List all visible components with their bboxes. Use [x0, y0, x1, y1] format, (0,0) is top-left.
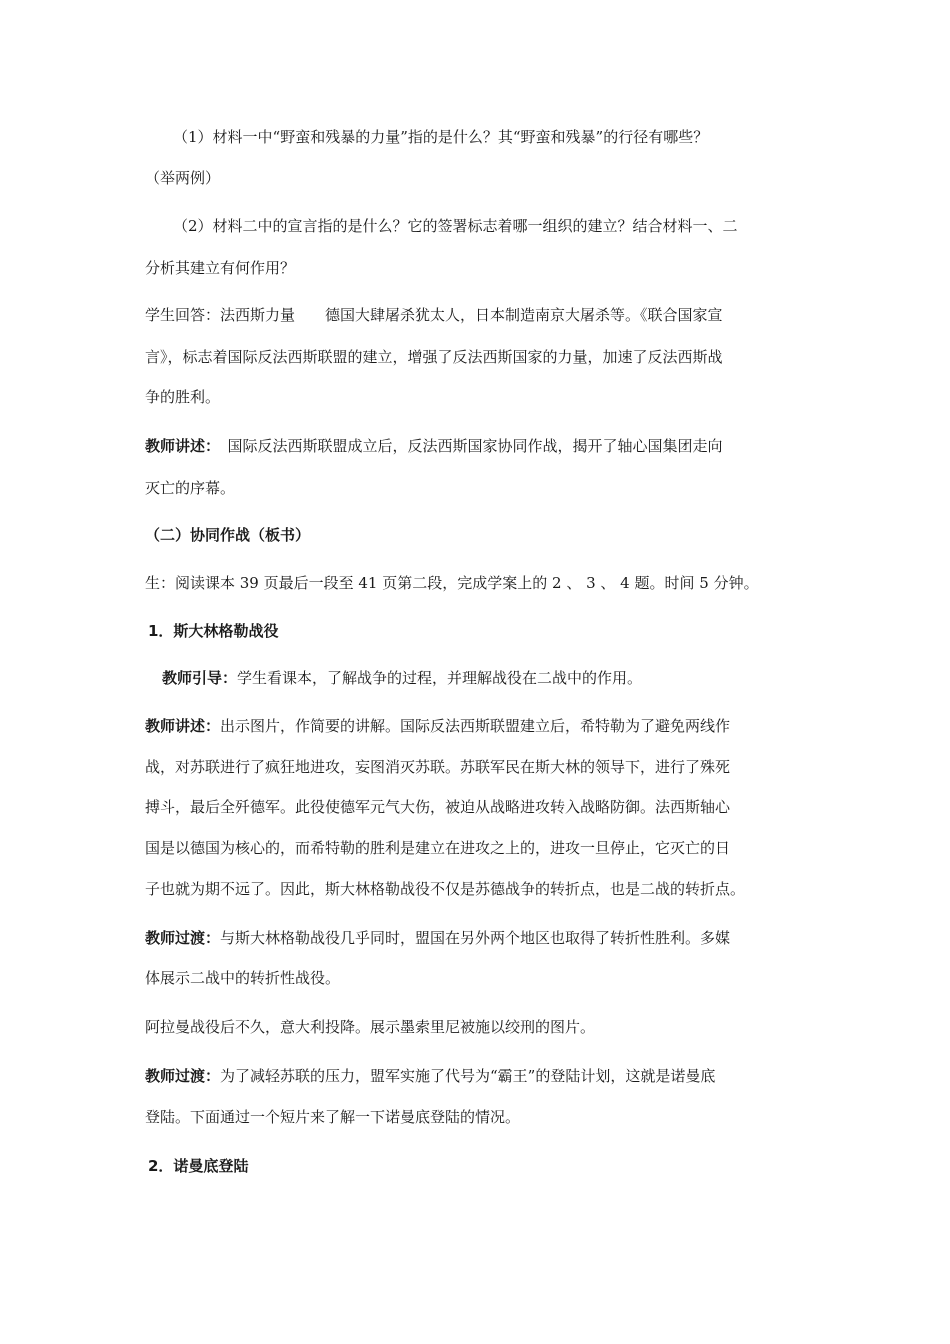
- teacher-guide-text: 学生看课本，了解战争的过程，并理解战役在二战中的作用。: [237, 669, 643, 687]
- teacher-transition-2-line-1: [145, 1066, 715, 1086]
- section-title-cooperation: （二）协同作战（板书）: [145, 526, 311, 544]
- student-answer-line-2: 言》，标志着国际反法西斯联盟的建立，增强了反法西斯国家的力量，加速了反法西斯战: [145, 348, 723, 366]
- teacher-transition-2-line-2: 登陆。下面通过一个短片来了解一下诺曼底登陆的情况。: [145, 1108, 521, 1126]
- student-task: 生：阅读课本 39 页最后一段至 41 页第二段，完成学案上的 2 、 3 、 4 题。时间 5 分钟。: [145, 574, 759, 592]
- subsection-title-stalingrad: 1．斯大林格勒战役: [148, 622, 279, 640]
- teacher-narration-label: 教师讲述：: [145, 717, 221, 735]
- teacher-narration-1-line-2: 灭亡的序幕。: [145, 479, 236, 497]
- teacher-narration-2-line-4: 国是以德国为核心的，而希特勒的胜利是建立在进攻之上的，进攻一旦停止，它灭亡的日: [145, 839, 731, 857]
- teacher-guide: [162, 668, 642, 688]
- question-2-line-1: （2）材料二中的宣言指的是什么？它的签署标志着哪一组织的建立？结合材料一、二: [173, 217, 738, 235]
- teacher-narration-2-line-1: [145, 716, 730, 736]
- teacher-narration-text: 出示图片，作简要的讲解。国际反法西斯联盟建立后，希特勒为了避免两线作: [220, 717, 731, 735]
- teacher-transition-1-line-1: [145, 928, 730, 948]
- teacher-guide-label: 教师引导：: [162, 669, 238, 687]
- teacher-transition-label: 教师过渡：: [145, 1067, 221, 1085]
- student-answer-line-3: 争的胜利。: [145, 388, 221, 406]
- teacher-narration-2-line-3: 搏斗，最后全歼德军。此役使德军元气大伤，被迫从战略进攻转入战略防御。法西斯轴心: [145, 798, 731, 816]
- alamein-paragraph: 阿拉曼战役后不久，意大利投降。展示墨索里尼被施以绞刑的图片。: [145, 1018, 596, 1036]
- teacher-transition-1-line-2: 体展示二战中的转折性战役。: [145, 969, 341, 987]
- teacher-transition-text: 与斯大林格勒战役几乎同时，盟国在另外两个地区也取得了转折性胜利。多媒: [220, 929, 731, 947]
- teacher-narration-2-line-5: 子也就为期不远了。因此，斯大林格勒战役不仅是苏德战争的转折点，也是二战的转折点。: [145, 880, 746, 898]
- teacher-narration-2-line-2: 战，对苏联进行了疯狂地进攻，妄图消灭苏联。苏联军民在斯大林的领导下，进行了殊死: [145, 758, 731, 776]
- question-1-line-2: （举两例）: [145, 169, 221, 187]
- subsection-title-normandy: 2．诺曼底登陆: [148, 1157, 249, 1175]
- teacher-transition-text: 为了减轻苏联的压力，盟军实施了代号为“霸王”的登陆计划，这就是诺曼底: [220, 1067, 716, 1085]
- teacher-narration-label: 教师讲述：: [145, 437, 213, 455]
- student-answer-line-1: 学生回答：法西斯力量 德国大肆屠杀犹太人，日本制造南京大屠杀等。《联合国家宣: [145, 306, 723, 324]
- teacher-narration-text: 国际反法西斯联盟成立后，反法西斯国家协同作战，揭开了轴心国集团走向: [212, 437, 723, 455]
- teacher-narration-1-line-1: [145, 436, 723, 456]
- teacher-transition-label: 教师过渡：: [145, 929, 221, 947]
- question-1-line-1: （1）材料一中“野蛮和残暴的力量”指的是什么？其“野蛮和残暴”的行径有哪些？: [173, 128, 709, 146]
- question-2-line-2: 分析其建立有何作用？: [145, 259, 296, 277]
